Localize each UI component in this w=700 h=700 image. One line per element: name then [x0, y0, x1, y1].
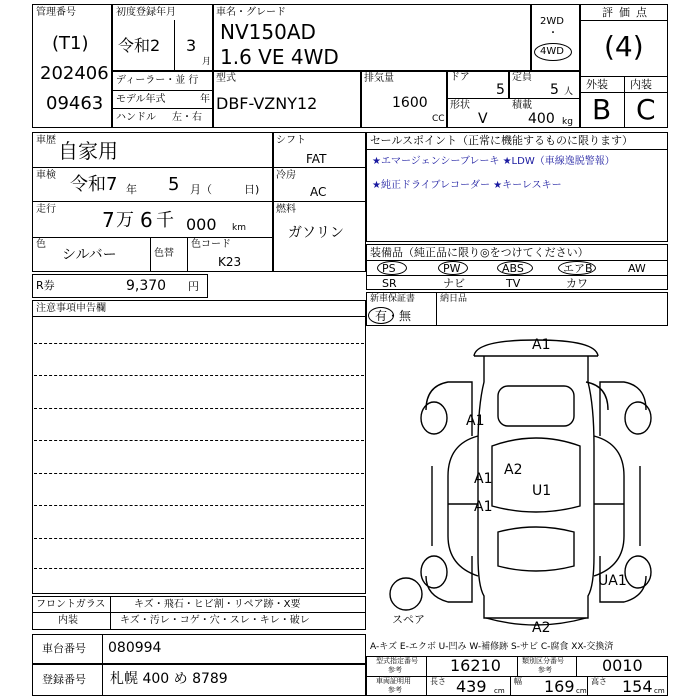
mileage-man-unit: 万	[116, 210, 134, 231]
glass-label: フロントガラス	[36, 599, 106, 610]
load-unit: kg	[562, 117, 573, 127]
gaiso-grade: B	[592, 93, 612, 126]
engine-value: 1600	[392, 95, 428, 111]
equip-sr: SR	[382, 277, 397, 290]
drive-4wd: 4WD	[540, 46, 564, 57]
kanri-label: 管理番号	[36, 7, 76, 18]
chassis-value: 080994	[108, 640, 162, 656]
shodo-month-unit: 月	[202, 57, 212, 67]
notes-label: 注意事項申告欄	[36, 303, 106, 314]
interior-label: 内装	[58, 615, 78, 626]
mileage-man: 7	[102, 208, 115, 232]
dims-length-label: 長さ	[430, 677, 446, 686]
ruimei-katashiki: 16210	[450, 656, 501, 675]
dims-height-unit: cm	[654, 687, 665, 695]
damage-mark: A2	[532, 620, 551, 636]
car-damage-diagram	[366, 326, 668, 638]
name-model: NV150AD	[220, 20, 316, 44]
kanri-l1: (T1)	[52, 33, 89, 54]
equip-label: 装備品（純正品に限り◎をつけてください）	[370, 246, 589, 259]
color-label: 色	[36, 239, 46, 250]
mileage-label: 走行	[36, 204, 56, 215]
handle-value: 左・右	[172, 112, 202, 123]
cooler-value: AC	[310, 185, 327, 199]
sales-line2: ★純正ドライブレコーダー ★キーレスキー	[372, 180, 562, 191]
rken-label: R券	[36, 279, 55, 292]
hyoka-label: 評価点	[602, 6, 653, 19]
damage-mark: A1	[466, 413, 485, 429]
cooler-label: 冷房	[276, 170, 296, 181]
doors-value: 5	[496, 82, 505, 98]
shaken-month: 5	[168, 174, 180, 195]
equip-tv: TV	[506, 277, 521, 290]
capacity-label: 定員	[512, 72, 532, 83]
model-year-unit: 年	[200, 94, 210, 105]
color-code: K23	[218, 255, 242, 269]
shodo-label: 初度登録年月	[116, 7, 176, 18]
damage-mark: A1	[474, 499, 493, 515]
handle-label: ハンドル	[116, 112, 156, 123]
spare-label: スペア	[392, 613, 425, 626]
shift-label: シフト	[276, 135, 306, 146]
sales-label: セールスポイント（正常に機能するものに限ります）	[370, 134, 634, 147]
equip-navi: ナビ	[443, 277, 465, 290]
shodo-era: 令和2	[118, 36, 161, 55]
mileage-rest: 000	[186, 215, 217, 234]
rken-unit: 円	[188, 280, 199, 293]
rken-box	[32, 274, 208, 298]
drive-2wd: 2WD	[540, 16, 564, 27]
load-label: 積載	[512, 100, 532, 111]
dims-length: 439	[456, 677, 487, 696]
damage-mark: A1	[532, 337, 551, 353]
ruimei-ruibetsu-sanko: 参考	[538, 666, 552, 674]
history-value: 自家用	[58, 139, 118, 163]
shodo-month: 3	[186, 36, 197, 55]
shape-value: V	[478, 111, 488, 127]
katashiki-label: 型式	[216, 73, 236, 84]
dims-width-label: 幅	[514, 677, 522, 686]
equip-leather: カワ	[566, 277, 588, 290]
damage-legend: A-キズ E-エクボ U-凹み W-補修跡 S-サビ C-腐食 XX-交換済	[370, 642, 614, 652]
glass-value: キズ・飛石・ヒビ割・リペア跡・X要	[134, 599, 301, 610]
katashiki-value: DBF-VZNY12	[216, 94, 318, 113]
drive-dot: ・	[548, 28, 558, 39]
shaken-era: 令和7	[70, 174, 118, 195]
shift-value: FAT	[306, 152, 327, 166]
equip-ps: PS	[382, 262, 396, 275]
engine-unit: CC	[432, 114, 445, 124]
plate-label: 登録番号	[42, 673, 86, 686]
name-label: 車名・グレード	[216, 7, 286, 18]
kanri-l2: 202406	[40, 63, 109, 84]
damage-mark: UA1	[598, 573, 627, 589]
equip-aw: AW	[628, 262, 646, 275]
dims-width-unit: cm	[576, 687, 587, 695]
damage-mark: A1	[474, 471, 493, 487]
mileage-sen: 6	[140, 208, 153, 232]
engine-label: 排気量	[364, 73, 394, 84]
damage-mark: A2	[504, 462, 523, 478]
dims-height-label: 高さ	[591, 677, 607, 686]
plate-value: 札幌 400 め 8789	[110, 671, 228, 687]
fuel-label: 燃料	[276, 204, 296, 215]
ruimei-katashiki-sanko: 参考	[388, 666, 402, 674]
ruimei-katashiki-label: 型式指定番号	[376, 657, 418, 665]
notes-box	[32, 300, 366, 594]
mileage-sen-unit: 千	[156, 210, 174, 231]
hyoka-score: (4)	[604, 30, 644, 63]
dealer-label: ディーラー・並 行	[116, 75, 199, 86]
dims-width: 169	[544, 677, 575, 696]
load-value: 400	[528, 111, 555, 127]
delivery-label: 納日品	[440, 294, 468, 304]
name-grade: 1.6 VE 4WD	[220, 45, 339, 69]
ruimei-ruibetsu: 0010	[602, 656, 643, 675]
ruimei-ruibetsu-label: 類別区分番号	[522, 657, 564, 665]
chassis-label: 車台番号	[42, 642, 86, 655]
color-change-label: 色替	[154, 248, 174, 259]
doors-label: ドア	[450, 72, 470, 83]
rken-value: 9,370	[126, 278, 167, 294]
shaken-day-unit: 日)	[244, 183, 260, 196]
damage-mark: U1	[532, 483, 552, 499]
naiso-label: 内装	[630, 78, 652, 91]
dims-length-unit: cm	[494, 687, 505, 695]
kanri-l3: 09463	[46, 93, 104, 114]
dims-label: 車両証明用	[376, 677, 411, 685]
dims-sanko: 参考	[388, 686, 402, 694]
warranty-label: 新車保証書	[370, 294, 416, 304]
shaken-label: 車検	[36, 170, 56, 181]
equip-abs: ABS	[502, 262, 524, 275]
sales-line1: ★エマージェンシーブレーキ ★LDW（車線逸脱警報）	[372, 156, 615, 167]
history-label: 車歴	[36, 135, 56, 146]
capacity-value: 5	[550, 82, 559, 98]
gaiso-label: 外装	[586, 78, 608, 91]
shape-label: 形状	[450, 100, 470, 111]
capacity-unit: 人	[564, 87, 574, 97]
interior-value: キズ・汚レ・コゲ・穴・スレ・キレ・破レ	[120, 615, 310, 626]
shaken-month-unit: 月（	[190, 183, 212, 196]
shaken-year-unit: 年	[126, 183, 137, 196]
equip-airbag: エアB	[563, 262, 593, 275]
warranty-value: 有・無	[375, 309, 412, 323]
model-year-label: モデル年式	[116, 94, 166, 105]
main-top-box	[112, 4, 580, 128]
equip-pw: PW	[443, 262, 461, 275]
color-code-label: 色コード	[191, 239, 231, 250]
naiso-grade: C	[636, 93, 656, 126]
color-value: シルバー	[62, 247, 117, 263]
fuel-value: ガソリン	[288, 225, 344, 241]
dims-height: 154	[622, 677, 653, 696]
mileage-unit: km	[232, 223, 246, 233]
